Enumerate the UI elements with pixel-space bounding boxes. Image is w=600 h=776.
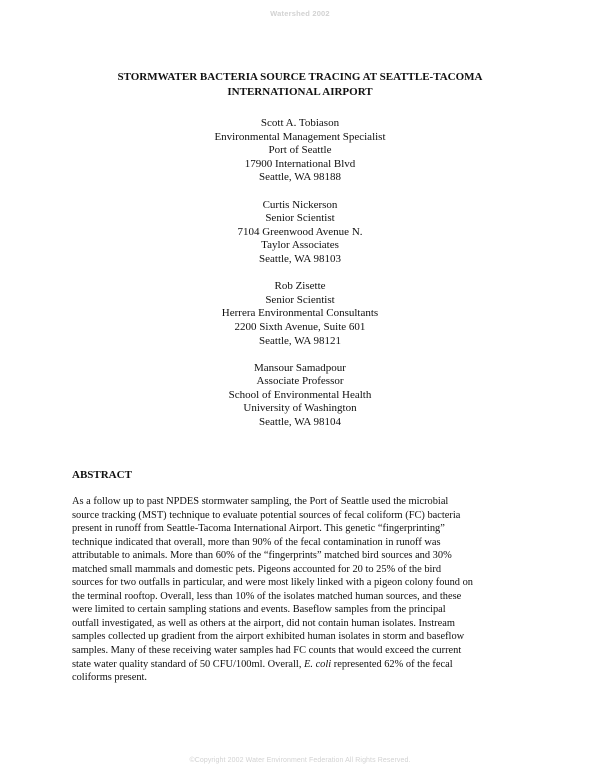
author-affiliation: Herrera Environmental Consultants: [221, 307, 379, 320]
author-city: Seattle, WA 98104: [259, 416, 341, 429]
author-affiliation: University of Washington: [243, 402, 357, 415]
abstract-line-with-italic: [72, 658, 542, 672]
author-name: Mansour Samadpour: [254, 361, 346, 374]
author-name: Rob Zisette: [274, 280, 326, 293]
abstract-line: attributable to animals. More than 60% of the “fingerprints” matched bird sources and 30%: [72, 550, 452, 562]
abstract-line: sources for two outfalls in particular, and were most likely linked with a pigeon colony found on: [72, 577, 473, 589]
author-name: Scott A. Tobiason: [260, 117, 340, 129]
title-line: INTERNATIONAL AIRPORT: [227, 86, 373, 98]
abstract-body: [72, 495, 542, 685]
author-address: 17900 International Blvd: [244, 157, 356, 170]
author-department: School of Environmental Health: [228, 388, 372, 401]
abstract-line-start: state water quality standard of 50 CFU/100ml. Overall,: [72, 658, 302, 670]
abstract-line: samples. Many of these receiving water samples had FC counts that would exceed the current: [72, 645, 462, 657]
abstract-line: technique indicated that overall, more than 90% of the fecal contamination in runoff was: [72, 536, 441, 548]
abstract-line: the terminal rooftop. Overall, less than 10% of the isolates matched human sources, and these: [72, 590, 462, 602]
author-title: Senior Scientist: [265, 293, 335, 306]
footer-copyright-watermark: ©Copyright 2002 Water Environment Federation All Rights Reserved.: [189, 757, 411, 764]
author-block-nickerson: [100, 199, 500, 267]
author-affiliation: Port of Seattle: [268, 144, 332, 157]
abstract-final-line: coliforms present.: [72, 672, 148, 684]
paper-title: [60, 70, 540, 100]
species-name-italic: E. coli: [304, 658, 332, 670]
abstract-line: were limited to certain sampling stations and events. Baseflow samples from the principal: [72, 604, 446, 616]
header-watermark: Watershed 2002: [270, 9, 330, 18]
author-address: 2200 Sixth Avenue, Suite 601: [234, 320, 366, 333]
author-title: Environmental Management Specialist: [214, 130, 386, 143]
author-city: Seattle, WA 98103: [259, 252, 341, 265]
author-affiliation: Taylor Associates: [261, 239, 339, 252]
author-city: Seattle, WA 98188: [259, 171, 341, 184]
abstract-line: present in runoff from Seattle-Tacoma International Airport. This genetic “fingerprinting”: [72, 523, 445, 535]
author-title: Associate Professor: [256, 375, 344, 388]
author-block-samadpour: [100, 362, 500, 430]
abstract-line: outfall investigated, as well as others at the airport, did not contain human isolates. Instream: [72, 617, 455, 629]
author-address: 7104 Greenwood Avenue N.: [237, 225, 363, 238]
abstract-line: source tracking (MST) technique to evaluate potential sources of fecal coliform (FC) bacteria: [72, 509, 461, 521]
abstract-line: samples collected up gradient from the airport exhibited human isolates in storm and baseflow: [72, 631, 465, 643]
author-block-tobiason: [100, 117, 500, 185]
abstract-line: matched small mammals and domestic pets. Pigeons accounted for 20 to 25% of the bird: [72, 563, 442, 575]
abstract-line: As a follow up to past NPDES stormwater sampling, the Port of Seattle used the microbial: [72, 496, 449, 507]
title-line: STORMWATER BACTERIA SOURCE TRACING AT SEATTLE-TACOMA: [117, 71, 483, 83]
author-city: Seattle, WA 98121: [259, 334, 341, 347]
author-name: Curtis Nickerson: [262, 198, 338, 211]
abstract-heading: ABSTRACT: [72, 469, 132, 481]
author-list: [100, 117, 500, 430]
author-title: Senior Scientist: [265, 212, 335, 225]
author-block-zisette: [100, 280, 500, 348]
abstract-line-end: represented 62% of the fecal: [331, 658, 453, 670]
